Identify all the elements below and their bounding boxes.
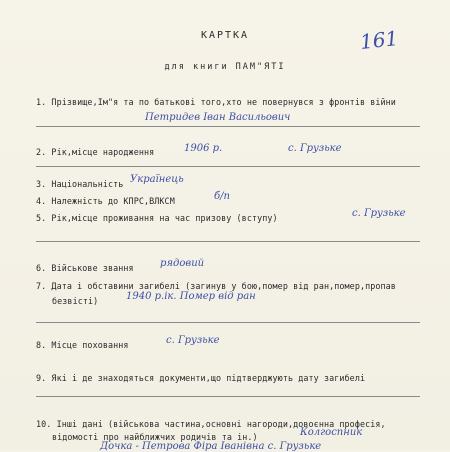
field-2-label: 2. Рік,місце народження — [36, 147, 155, 157]
field-5-value: с. Грузьке — [352, 208, 406, 219]
card-title: КАРТКА — [200, 30, 250, 41]
field-9-rule — [36, 396, 420, 397]
field-8-label: 8. Місце поховання — [36, 340, 129, 350]
field-7-rule — [36, 322, 420, 323]
field-4-label: 4. Належність до КПРС,ВЛКСМ — [36, 196, 175, 206]
handwritten-number: 161 — [358, 26, 400, 54]
field-3-value: Українець — [130, 174, 184, 185]
field-9-label: 9. Які і де знаходяться документи,що підтверджують дату загибелі — [36, 373, 366, 383]
field-4-value: б/п — [214, 191, 230, 202]
field-1-rule — [36, 126, 420, 127]
field-10-value-a: Колгоспник — [300, 427, 363, 438]
field-1-label: 1. Прізвище,Ім"я та по батькові того,хто не повернувся з фронтів війни — [36, 97, 396, 107]
field-2-year: 1906 р. — [184, 143, 223, 154]
field-3-label: 3. Національність — [36, 179, 124, 189]
field-1-value: Петридев Іван Васильович — [145, 112, 291, 123]
field-5-label: 5. Рік,місце проживання на час призову (вступу) — [36, 213, 278, 223]
field-10-label-b: відомості про найближчих родичів та ін.) — [52, 432, 258, 442]
field-6-value: рядовий — [160, 258, 205, 269]
field-2-rule — [36, 166, 420, 167]
field-10-label-a: 10. Інші дані (військова частина,основні нагороди,довоєнна професія, — [36, 419, 386, 429]
field-7-label-a: 7. Дата і обставини загибелі (загинув у бою,помер від ран,помер,пропав — [36, 281, 396, 291]
field-8-value: с. Грузьке — [166, 335, 220, 346]
field-7-value: 1940 р.ік. Помер від ран — [126, 291, 256, 302]
field-10-value-b: Дочка - Петрова Фіра Іванівна с. Грузьке — [100, 441, 322, 452]
field-2-place: с. Грузьке — [288, 143, 342, 154]
field-7-label-b: безвісті) — [52, 296, 99, 306]
card-subtitle: для книги ПАМ"ЯТІ — [164, 62, 286, 72]
field-5-rule — [36, 241, 420, 242]
field-6-label: 6. Військове звання — [36, 263, 134, 273]
